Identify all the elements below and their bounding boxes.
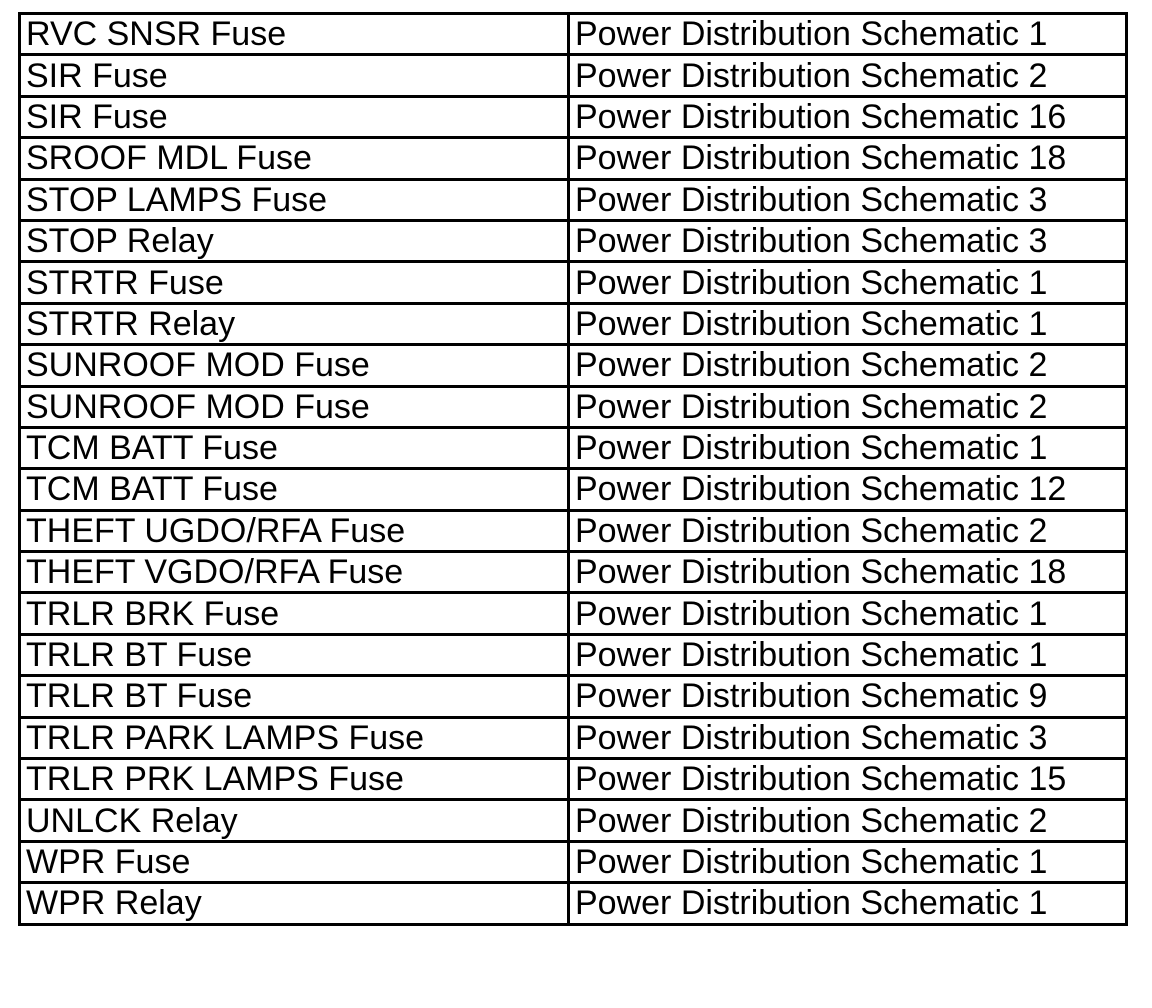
table-row [20,303,1127,344]
schematic-cell: Power Distribution Schematic 3 [569,220,1127,261]
fuse-relay-index-table [18,12,1128,926]
table-row [20,841,1127,882]
component-cell: SIR Fuse [20,55,569,96]
schematic-cell: Power Distribution Schematic 1 [569,303,1127,344]
schematic-cell: Power Distribution Schematic 2 [569,800,1127,841]
component-cell: STOP Relay [20,220,569,261]
component-cell: SIR Fuse [20,96,569,137]
table-body [20,14,1127,925]
schematic-cell: Power Distribution Schematic 2 [569,345,1127,386]
schematic-cell: Power Distribution Schematic 2 [569,386,1127,427]
component-cell: TCM BATT Fuse [20,427,569,468]
table-row [20,883,1127,924]
component-cell: WPR Fuse [20,841,569,882]
schematic-cell: Power Distribution Schematic 1 [569,883,1127,924]
component-cell: TRLR BT Fuse [20,634,569,675]
table-row [20,262,1127,303]
component-cell: TCM BATT Fuse [20,469,569,510]
component-cell: RVC SNSR Fuse [20,14,569,55]
schematic-cell: Power Distribution Schematic 12 [569,469,1127,510]
component-cell: THEFT UGDO/RFA Fuse [20,510,569,551]
table-row [20,96,1127,137]
table-row [20,138,1127,179]
table-row [20,179,1127,220]
component-cell: TRLR PARK LAMPS Fuse [20,717,569,758]
table-row [20,552,1127,593]
table-row [20,593,1127,634]
component-cell: STRTR Relay [20,303,569,344]
table-row [20,800,1127,841]
table-row [20,634,1127,675]
schematic-cell: Power Distribution Schematic 1 [569,841,1127,882]
component-cell: STRTR Fuse [20,262,569,303]
schematic-cell: Power Distribution Schematic 2 [569,55,1127,96]
schematic-cell: Power Distribution Schematic 1 [569,262,1127,303]
schematic-cell: Power Distribution Schematic 15 [569,759,1127,800]
schematic-cell: Power Distribution Schematic 3 [569,179,1127,220]
component-cell: TRLR PRK LAMPS Fuse [20,759,569,800]
schematic-cell: Power Distribution Schematic 16 [569,96,1127,137]
table-row [20,55,1127,96]
schematic-cell: Power Distribution Schematic 3 [569,717,1127,758]
table-row [20,717,1127,758]
table-row [20,386,1127,427]
table-row [20,220,1127,261]
schematic-cell: Power Distribution Schematic 2 [569,510,1127,551]
schematic-cell: Power Distribution Schematic 1 [569,593,1127,634]
component-cell: STOP LAMPS Fuse [20,179,569,220]
table-row [20,345,1127,386]
table-row [20,469,1127,510]
schematic-cell: Power Distribution Schematic 1 [569,634,1127,675]
table-row [20,510,1127,551]
component-cell: UNLCK Relay [20,800,569,841]
schematic-cell: Power Distribution Schematic 18 [569,552,1127,593]
component-cell: SUNROOF MOD Fuse [20,345,569,386]
schematic-cell: Power Distribution Schematic 9 [569,676,1127,717]
schematic-cell: Power Distribution Schematic 1 [569,427,1127,468]
component-cell: TRLR BRK Fuse [20,593,569,634]
schematic-cell: Power Distribution Schematic 18 [569,138,1127,179]
component-cell: TRLR BT Fuse [20,676,569,717]
table-row [20,427,1127,468]
table-row [20,676,1127,717]
schematic-cell: Power Distribution Schematic 1 [569,14,1127,55]
table-row [20,14,1127,55]
table-row [20,759,1127,800]
component-cell: THEFT VGDO/RFA Fuse [20,552,569,593]
component-cell: SUNROOF MOD Fuse [20,386,569,427]
component-cell: SROOF MDL Fuse [20,138,569,179]
component-cell: WPR Relay [20,883,569,924]
